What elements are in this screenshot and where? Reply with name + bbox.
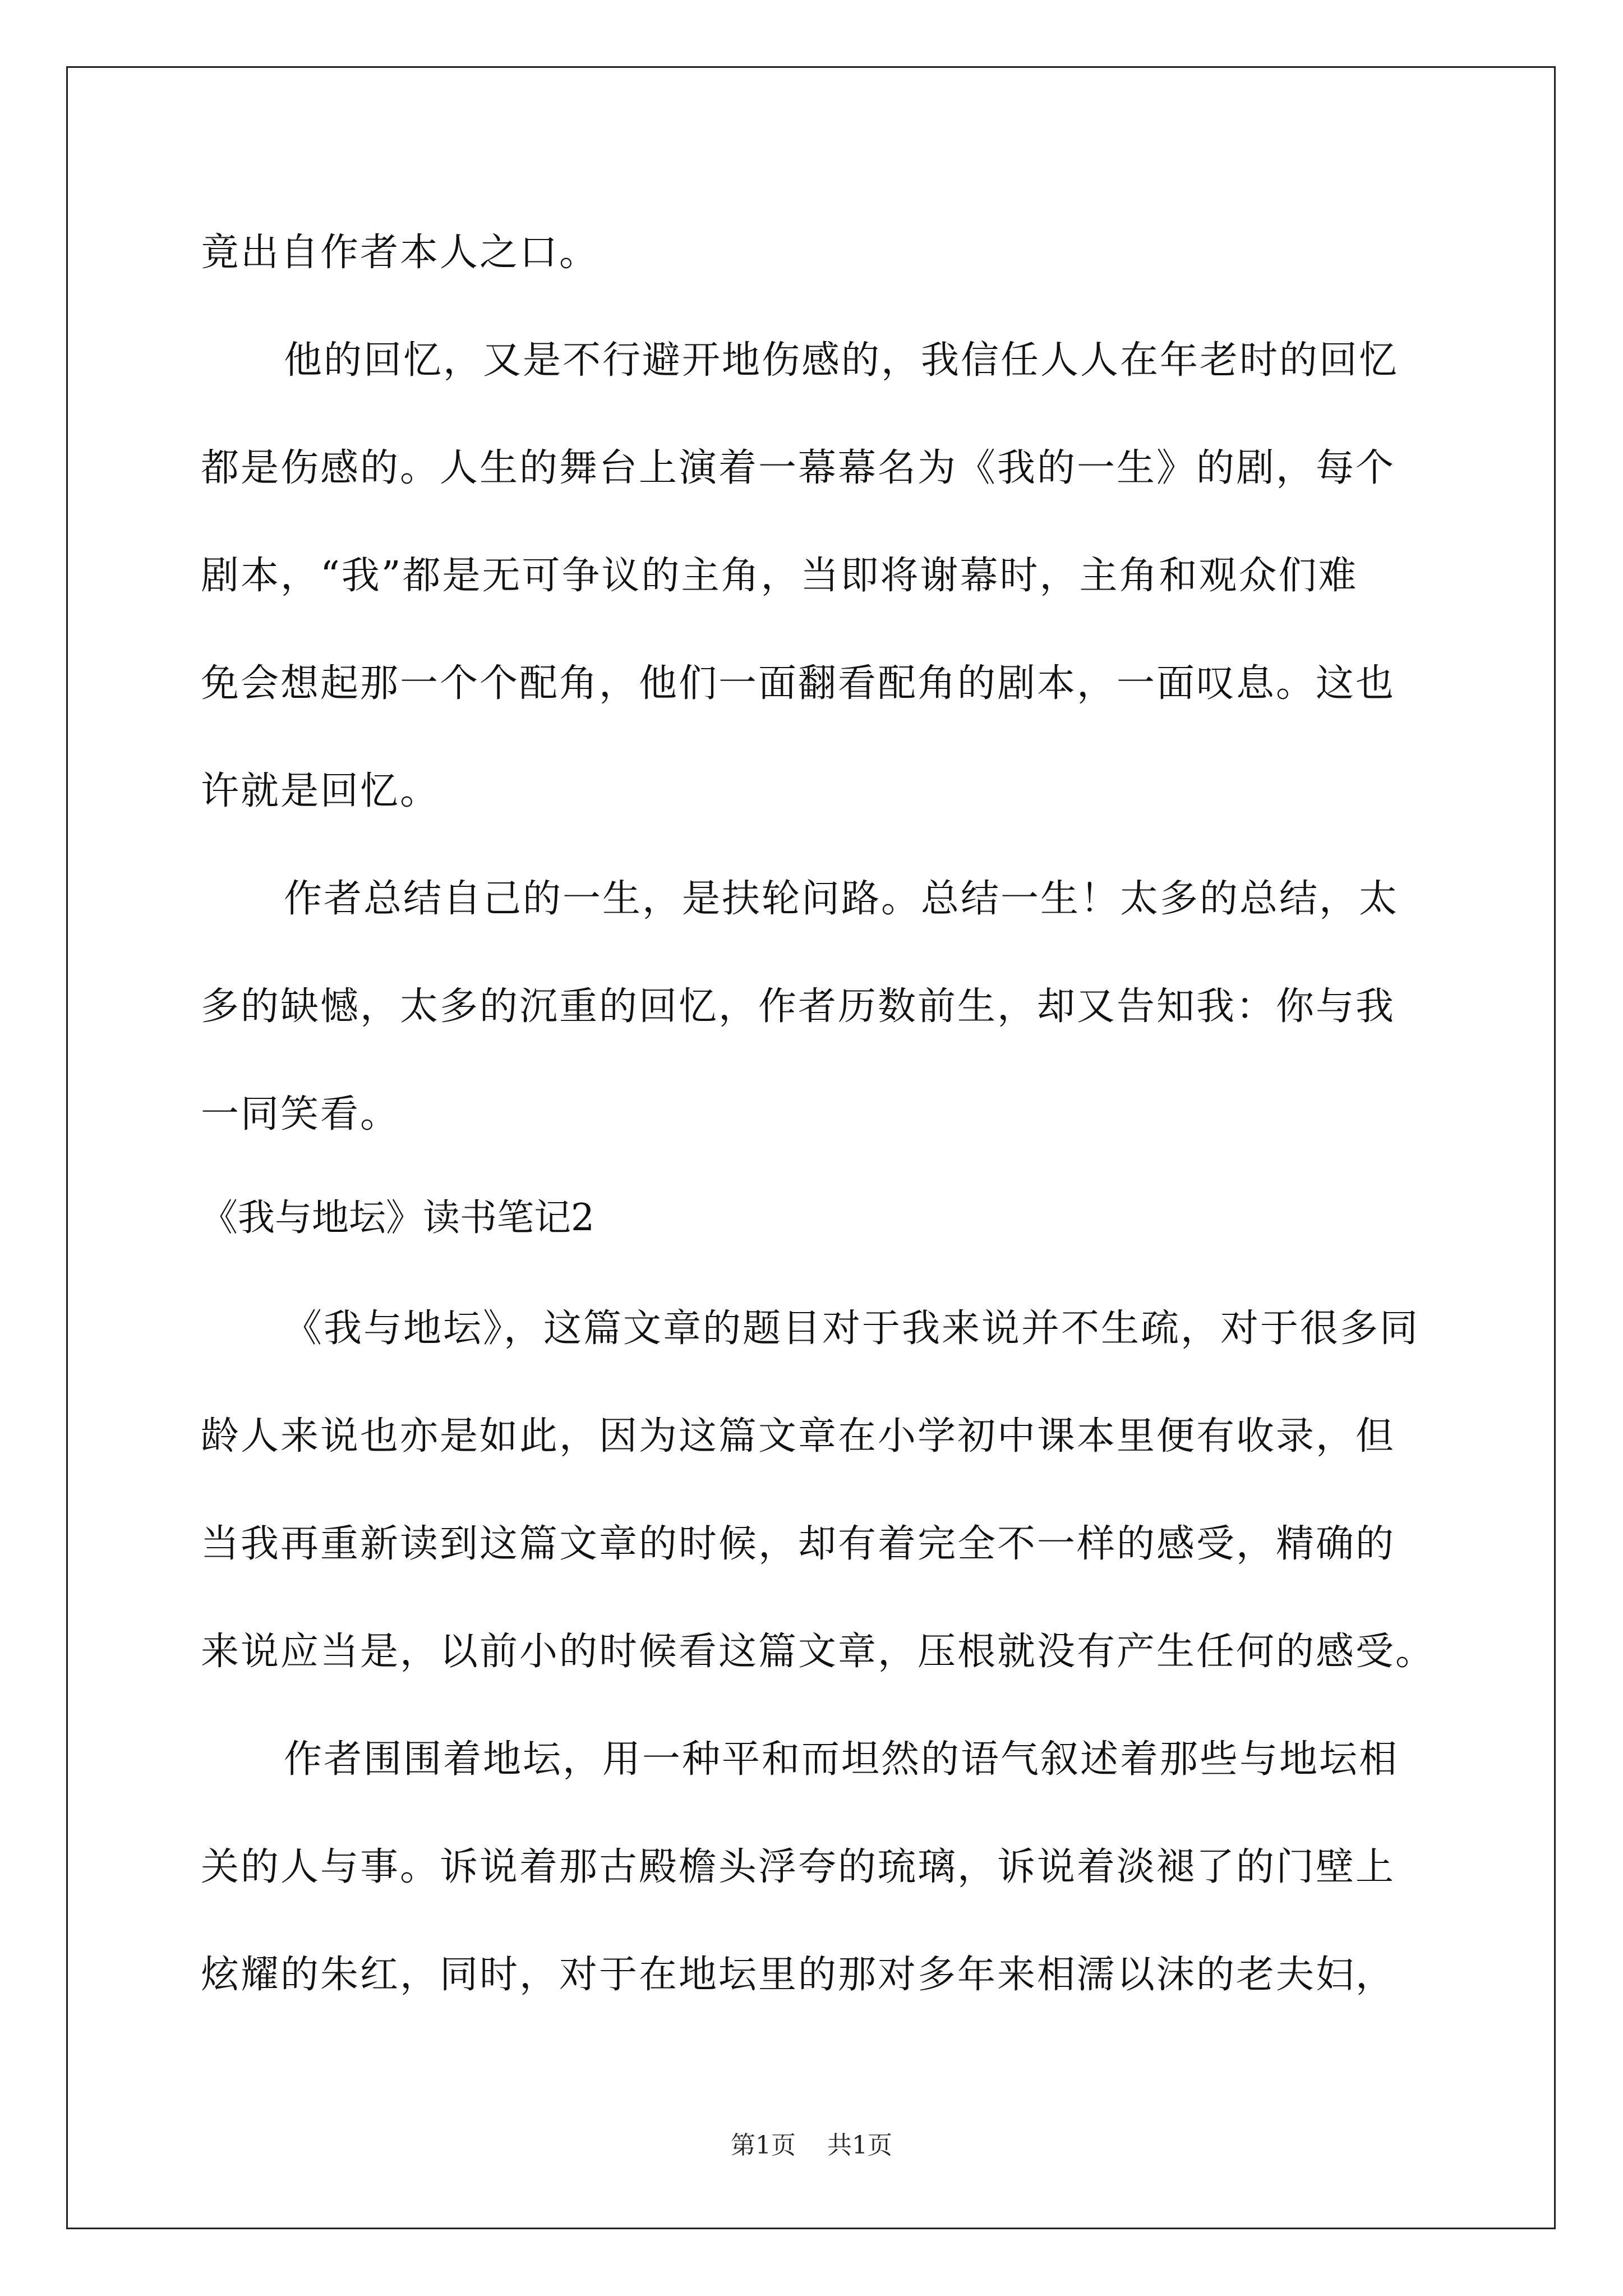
text-line: 一同笑看。 [201,1092,400,1137]
text-line: 作者围围着地坛，用一种平和而坦然的语气叙述着那些与地坛相 [284,1737,1399,1782]
text-line: 免会想起那一个个配角，他们一面翻看配角的剧本，一面叹息。这也 [201,661,1396,706]
page-total: 共1页 [827,2131,892,2160]
text-line: 都是伤感的。人生的舞台上演着一幕幕名为《我的一生》的剧，每个 [201,446,1396,490]
text-line: 《我与地坛》，这篇文章的题目对于我来说并不生疏，对于很多同 [284,1306,1420,1351]
text-line: 许就是回忆。 [201,769,440,813]
section-heading: 《我与地坛》读书笔记2 [201,1196,594,1239]
text-line: 来说应当是，以前小的时候看这篇文章，压根就没有产生任何的感受。 [201,1630,1436,1674]
text-line: 他的回忆，又是不行避开地伤感的，我信任人人在年老时的回忆 [284,338,1399,383]
text-line: 关的人与事。诉说着那古殿檐头浮夸的琉璃，诉说着淡褪了的门壁上 [201,1845,1396,1889]
text-line: 龄人来说也亦是如此，因为这篇文章在小学初中课本里便有收录，但 [201,1414,1396,1458]
text-line: 竟出自作者本人之口。 [201,231,600,275]
text-line: 炫耀的朱红，同时，对于在地坛里的那对多年来相濡以沫的老夫妇， [201,1953,1396,1997]
page-footer [0,2125,1623,2161]
text-line: 作者总结自己的一生，是扶轮问路。总结一生！太多的总结，太 [284,877,1399,921]
text-line: 剧本，“我”都是无可争议的主角，当即将谢幕时，主角和观众们难 [201,554,1358,598]
text-line: 当我再重新读到这篇文章的时候，却有着完全不一样的感受，精确的 [201,1522,1396,1566]
text-line: 多的缺憾，太多的沉重的回忆，作者历数前生，却又告知我：你与我 [201,984,1396,1029]
document-body [201,199,1435,2029]
page-number: 第1页 [731,2131,796,2160]
